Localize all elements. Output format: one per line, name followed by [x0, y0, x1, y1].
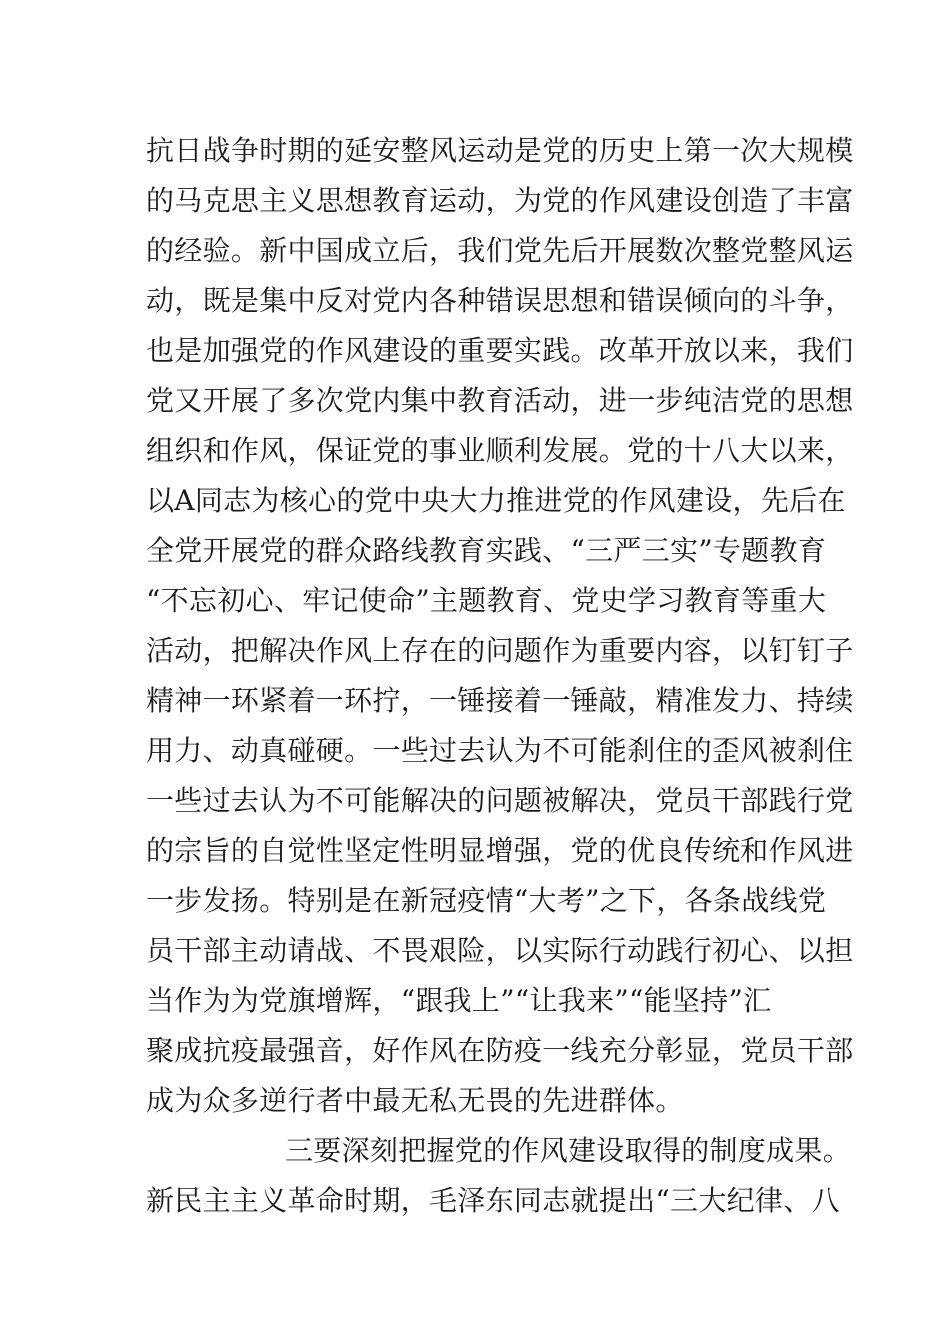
- paragraph-line: 当作为为党旗增辉，“跟我上”“让我来”“能坚持”汇: [146, 984, 772, 1017]
- paragraph-line: 聚成抗疫最强音，好作风在防疫一线充分彰显，党员干部: [146, 1034, 854, 1067]
- paragraph-line: 成为众多逆行者中最无私无畏的先进群体。: [146, 1084, 684, 1117]
- paragraph-line: 也是加强党的作风建设的重要实践。改革开放以来，我们: [146, 334, 854, 367]
- paragraph-line: 员干部主动请战、不畏艰险，以实际行动践行初心、以担: [146, 934, 854, 967]
- paragraph-line: 动，既是集中反对党内各种错误思想和错误倾向的斗争，: [146, 284, 854, 317]
- paragraph-line: 组织和作风，保证党的事业顺利发展。党的十八大以来，: [146, 434, 854, 467]
- paragraph-line: 的马克思主义思想教育运动，为党的作风建设创造了丰富: [146, 184, 854, 217]
- paragraph-line: 的宗旨的自觉性坚定性明显增强，党的优良传统和作风进: [146, 834, 854, 867]
- paragraph-line: 的经验。新中国成立后，我们党先后开展数次整党整风运: [146, 234, 854, 267]
- paragraph-line: “不忘初心、牢记使命”主题教育、党史学习教育等重大: [146, 584, 827, 617]
- paragraph-line: 党又开展了多次党内集中教育活动，进一步纯洁党的思想: [146, 384, 854, 417]
- paragraph-line: 新民主主义革命时期，毛泽东同志就提出“三大纪律、八: [146, 1184, 840, 1217]
- paragraph-line: 以A同志为核心的党中央大力推进党的作风建设，先后在: [146, 484, 846, 517]
- paragraph-line: 抗日战争时期的延安整风运动是党的历史上第一次大规模: [146, 134, 854, 167]
- paragraph-line: 全党开展党的群众路线教育实践、“三严三实”专题教育: [146, 534, 827, 567]
- paragraph-line: 用力、动真碰硬。一些过去认为不可能刹住的歪风被刹住: [146, 734, 854, 767]
- paragraph-line: 一些过去认为不可能解决的问题被解决，党员干部践行党: [146, 784, 854, 817]
- paragraph-line: 一步发扬。特别是在新冠疫情“大考”之下，各条战线党: [146, 884, 827, 917]
- section-heading: 三要深刻把握党的作风建设取得的制度成果。: [285, 1134, 852, 1167]
- paragraph-line: 精神一环紧着一环拧，一锤接着一锤敲，精准发力、持续: [146, 684, 854, 717]
- paragraph-line: 活动，把解决作风上存在的问题作为重要内容，以钉钉子: [146, 634, 854, 667]
